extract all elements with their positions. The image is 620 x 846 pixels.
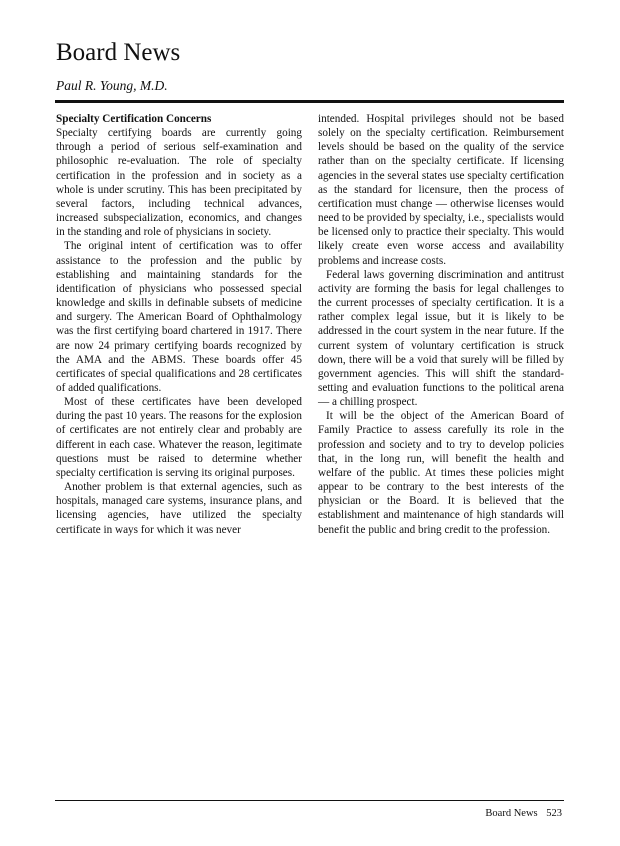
- author-byline: Paul R. Young, M.D.: [56, 78, 168, 93]
- article-paragraph: Specialty certifying boards are currently going through a period of serious self-examination and philosophic re-evaluation. The role of specialty certification in the profession and in society as a whole is under scrutiny. This has been precipitated by several factors, including technical advances, increased subspecialization, economics, and changes in the standing and role of physicians in society.: [56, 127, 302, 239]
- page-number: 523: [546, 808, 562, 819]
- article-paragraph: Another problem is that external agencies, such as hospitals, managed care systems, insurance plans, and licensing agencies, have utilized the specialty certificate in ways for which it was never: [56, 481, 302, 536]
- running-title: Board News: [485, 808, 538, 819]
- page-footer: [485, 807, 562, 820]
- article-paragraph: Federal laws governing discrimination and antitrust activity are forming the basis for legal challenges to the current processes of specialty certification. It is a rather complex legal issue, but it is likely to be addressed in the court system in the near future. If the current system of voluntary certification is struck down, there will be a void that surely will be filled by government agencies. This will shift the standard-setting and evaluation functions to the political arena — a chilling prospect.: [318, 268, 564, 409]
- article-column-left: [56, 112, 302, 537]
- article-heading: Specialty Certification Concerns: [56, 113, 212, 125]
- article-paragraph: The original intent of certification was to offer assistance to the profession and the public by establishing and maintaining standards for the identification of physicians who possessed special knowledge and skills in definable subsets of medicine and surgery. The American Board of Ophthalmology was the first certifying board chartered in 1917. There are now 24 primary certifying boards recognized by the AMA and the ABMS. These boards offer 45 certificates of special qualifications and 28 certificates of added qualifications.: [56, 240, 302, 394]
- header-rule: [55, 100, 564, 103]
- article-paragraph: Most of these certificates have been developed during the past 10 years. The reasons for the explosion of certificates are not entirely clear and probably are different in each case. Whatever the reason, legitimate questions must be raised to determine whether specialty certification is serving its original purposes.: [56, 396, 302, 479]
- article-paragraph: intended. Hospital privileges should not be based solely on the specialty certification. Reimbursement levels should be based on the quality of the service rather than on the specialty certificate. If licensing agencies in the several states use specialty certification as the standard for licensure, then the process of certification must change — otherwise licenses would need to be provided by specialty, i.e., specialists would be licensed only to practice their specialty. This would likely create even worse access and availability problems and increase costs.: [318, 113, 564, 267]
- article-column-right: [318, 112, 564, 537]
- section-title: Board News: [56, 39, 181, 66]
- article-paragraph: It will be the object of the American Board of Family Practice to assess carefully its role in the profession and society and to try to develop policies that, in the long run, will benefit the health and welfare of the public. At times these policies might appear to be contrary to the best interests of the physician or the Board. It is believed that the establishment and maintenance of high standards will benefit the public and bring credit to the profession.: [318, 410, 564, 536]
- footer-rule: [55, 800, 564, 801]
